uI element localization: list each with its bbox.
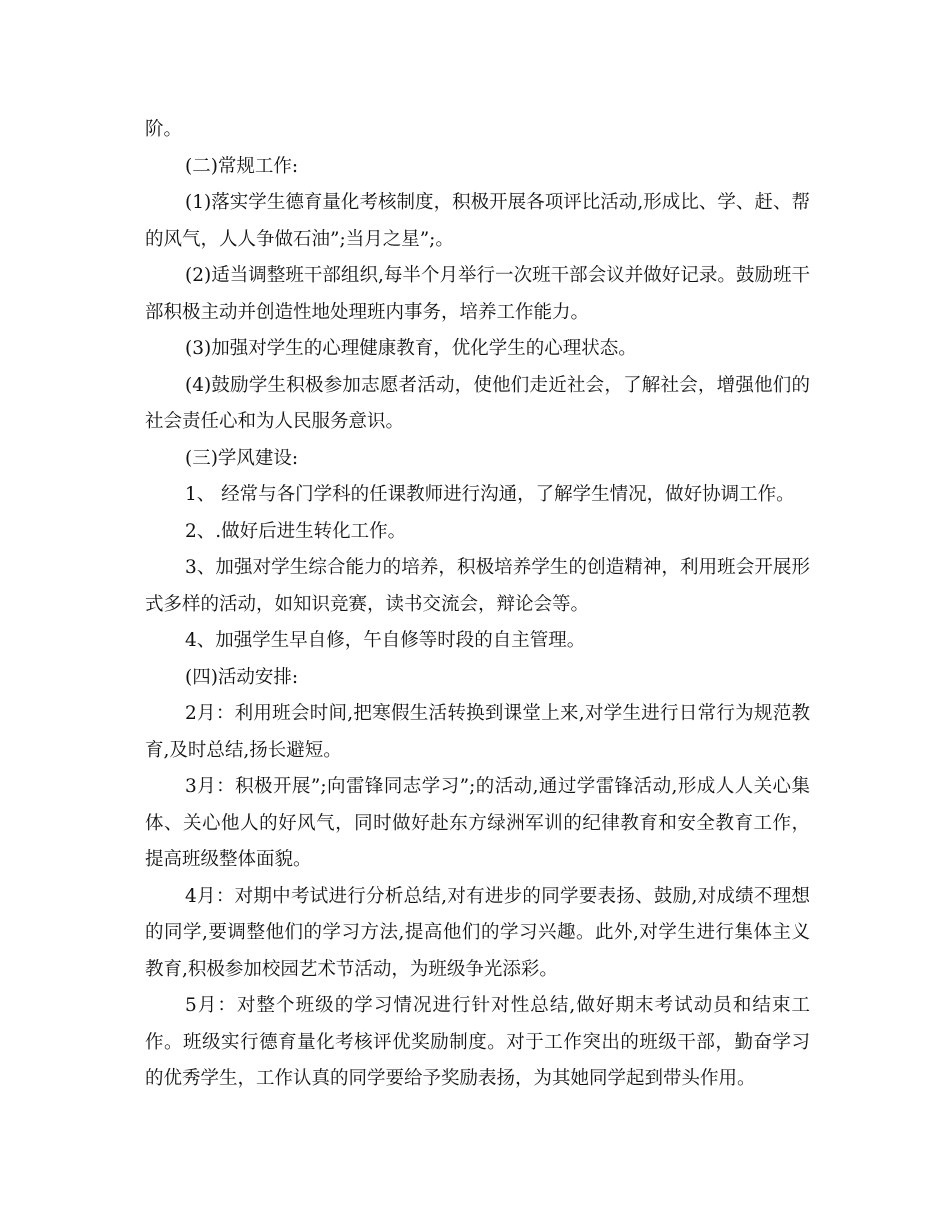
- paragraph-study-2: 2、.做好后进生转化工作。: [185, 520, 407, 542]
- document-body: [145, 112, 810, 1098]
- paragraph-study-4: 4、加强学生早自修，午自修等时段的自主管理。: [185, 630, 586, 651]
- paragraph-may: 5月：对整个班级的学习情况进行针对性总结,做好期末考试动员和结束工作。班级实行德育量化考核评优奖励制度。对于工作突出的班级干部，勤奋学习的优秀学生，工作认真的同学要给予奖励表扬，为其她同学起到带头作用。: [145, 995, 810, 1089]
- paragraph-item-3: (3)加强对学生的心理健康教育，优化学生的心理状态。: [185, 338, 637, 359]
- section-heading-activities: (四)活动安排:: [185, 666, 299, 688]
- section-heading-study-style: (三)学风建设:: [185, 447, 299, 469]
- paragraph-item-4: (4)鼓励学生积极参加志愿者活动，使他们走近社会，了解社会，增强他们的社会责任心和为人民服务意识。: [145, 374, 810, 432]
- paragraph-study-3: 3、加强对学生综合能力的培养，积极培养学生的创造精神，利用班会开展形式多样的活动，如知识竞赛，读书交流会，辩论会等。: [145, 557, 810, 615]
- paragraph-april: 4月：对期中考试进行分析总结,对有进步的同学要表扬、鼓励,对成绩不理想的同学,要调整他们的学习方法,提高他们的学习兴趣。此外,对学生进行集体主义教育,积极参加校园艺术节活动，为班级争光添彩。: [145, 885, 810, 980]
- section-heading-routine-work: (二)常规工作:: [185, 155, 299, 177]
- paragraph-study-1: 1、 经常与各门学科的任课教师进行沟通，了解学生情况，做好协调工作。: [185, 484, 795, 505]
- paragraph-continuation: 阶。: [145, 119, 183, 140]
- paragraph-item-1: (1)落实学生德育量化考核制度，积极开展各项评比活动,形成比、学、赶、帮的风气，人人争做石油”;当月之星”;。: [145, 192, 810, 250]
- paragraph-item-2: (2)适当调整班干部组织,每半个月举行一次班干部会议并做好记录。鼓励班干部积极主动并创造性地处理班内事务，培养工作能力。: [145, 265, 810, 323]
- paragraph-february: 2月：利用班会时间,把寒假生活转换到课堂上来,对学生进行日常行为规范教育,及时总结,扬长避短。: [145, 703, 810, 761]
- paragraph-march: 3月：积极开展”;向雷锋同志学习”;的活动,通过学雷锋活动,形成人人关心集体、关心他人的好风气，同时做好赴东方绿洲军训的纪律教育和安全教育工作，提高班级整体面貌。: [145, 776, 810, 870]
